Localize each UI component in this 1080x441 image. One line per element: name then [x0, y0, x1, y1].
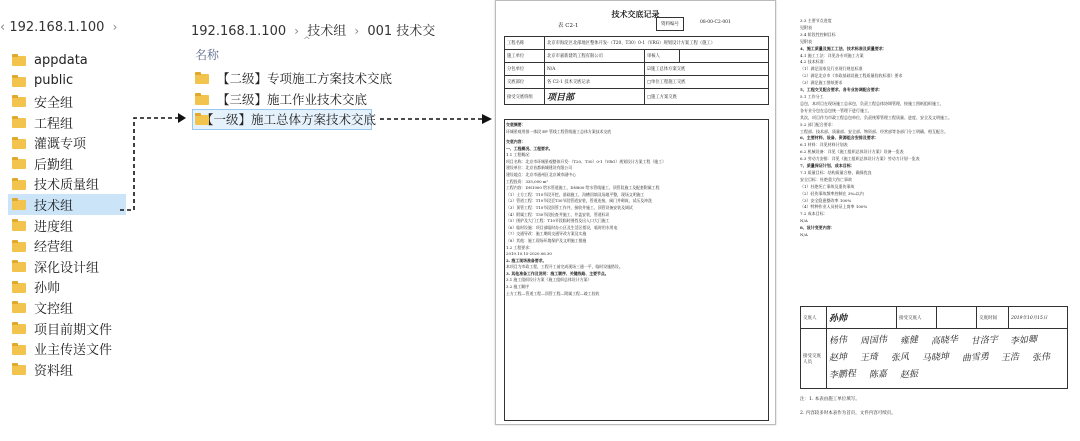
row-value	[545, 89, 645, 105]
folder-item[interactable]	[12, 71, 126, 92]
signature: 李如卿	[1010, 335, 1038, 347]
row-value	[680, 50, 769, 63]
body-line: 建设单位：北京首都新城建设有限公司	[506, 165, 573, 171]
breadcrumb-ip[interactable]: 192.168.1.100	[9, 20, 105, 35]
folder-item-selected[interactable]	[8, 194, 126, 215]
body-line: （1）满足国家及行业现行规范标准	[800, 66, 863, 72]
body-line: 项目名称：北京市环城景观整体开发-（T20、T30）0-1（VRG）规划设计方案工程（施工）	[506, 158, 666, 164]
signature: 甘洛宇	[970, 335, 998, 347]
document-page-2	[788, 0, 1080, 441]
body-line: （3）满足施工图纸要求	[800, 80, 843, 86]
document-title: 技术交底记录	[611, 9, 660, 19]
folder-item[interactable]	[12, 256, 126, 277]
document-page-1	[495, 0, 776, 425]
folder-list	[195, 68, 392, 130]
folder-icon	[195, 72, 211, 84]
body-line: （4）附属工程：T30节段检查井施工，井盖安装，管道标识	[506, 211, 610, 217]
body-line: 交底内容：	[506, 139, 526, 144]
body-line: 工程部、技术部、质量部、安全部、物资部、经营部等各部门分工明确、相互配合。	[800, 128, 948, 134]
body-line: 7、质量保证计划、成本目标：	[800, 163, 855, 169]
code-label: 资料编号	[656, 17, 684, 31]
signature: 张风	[890, 352, 910, 364]
sig-label: 交底人	[801, 307, 827, 329]
folder-item[interactable]	[12, 50, 126, 71]
folder-label: 项目前期文件	[34, 322, 113, 338]
breadcrumb-separator: ›	[354, 24, 360, 38]
row-value: 各 C2-1 技术交底记录	[545, 76, 645, 89]
folder-label: 安全组	[34, 95, 74, 111]
row-option: □单位工程施工交底	[645, 76, 769, 89]
document-notes	[800, 393, 896, 421]
folder-label: 业主传送文件	[34, 343, 113, 359]
folder-item[interactable]	[12, 338, 126, 359]
folder-label: appdata	[34, 52, 88, 68]
folder-icon	[12, 281, 28, 293]
folder-icon	[12, 116, 28, 128]
folder-icon	[12, 240, 28, 252]
receiver-signatures	[827, 329, 1068, 389]
folder-icon	[12, 157, 28, 169]
crumb-chevron-left: ‹	[0, 20, 6, 35]
sort-chevron-up-icon: ^	[303, 36, 311, 46]
breadcrumb-separator: ›	[294, 24, 300, 38]
body-line: （3）顶管工程：T10节段顶管工作井，接收井施工，顶管设备安装及调试	[506, 204, 633, 210]
folder-icon	[12, 75, 28, 87]
folder-label: 资料组	[34, 363, 74, 379]
body-line: 6.1 材料：详见材料计划表	[800, 142, 848, 148]
note-line: 2. 内容较多时本表作为首页，文件内容可续页。	[800, 411, 896, 416]
body-line: （2）管道工程：T10节段至T30节段管道安装，管道连接，阀门井砌筑，试压及冲洗	[506, 198, 652, 204]
folder-item[interactable]	[12, 174, 126, 195]
folder-icon	[12, 343, 28, 355]
dashed-arrow-2	[378, 112, 496, 126]
signature: 杨伟	[828, 335, 848, 347]
folder-item[interactable]	[12, 132, 126, 153]
body-line: 3.2 施工顺序	[506, 284, 529, 290]
breadcrumb[interactable]	[191, 20, 435, 39]
folder-label: 进度组	[34, 219, 74, 235]
folder-item[interactable]	[12, 91, 126, 112]
breadcrumb-ip[interactable]: 192.168.1.100	[191, 24, 287, 39]
body-line: 建设地点：北京市通州区北京城市副中心	[506, 171, 577, 177]
signature: 王琦	[859, 352, 879, 364]
body-line: 见附表	[800, 38, 812, 44]
form-table	[504, 36, 769, 105]
summary-text: 环城景观用排一体段 EP 管线工程管线施工总体方案技术交底	[506, 129, 612, 134]
body-line: N/A	[800, 232, 808, 238]
signature: 王浩	[1001, 352, 1020, 364]
row-value: 北京市海淀区北部地区整体开发-（T20、T30）0-1（VRG）规划设计方案工程（施工）	[545, 37, 769, 50]
left-explorer-pane	[0, 0, 130, 441]
body-line: 本项目为市政工程，工程开工前完成现场三通一平，临时设施搭设。	[506, 264, 623, 270]
body-line: 一、工程概况、工程要求。	[506, 145, 553, 151]
body-line: 6.2 机械设备：详见《施工组织总体设计方案》设备一览表	[800, 149, 904, 155]
signature: 赵振	[899, 369, 919, 381]
folder-list	[12, 50, 126, 380]
folder-icon	[12, 301, 28, 313]
folder-label: 【一级】施工总体方案技术交底	[201, 112, 377, 128]
breadcrumb-group[interactable]: 技术组	[307, 24, 347, 39]
body-line: （5）围护及大门工程：T10节段临时围挡及出入口大门施工	[506, 218, 610, 224]
signature: 陈嘉	[868, 369, 888, 381]
folder-item-selected[interactable]	[192, 109, 377, 130]
document-body	[506, 139, 768, 297]
body-line: （7）交通导改：施工期间交通导改方案及实施	[506, 231, 587, 237]
note-line: 注：1. 本表由施工单位填写。	[800, 397, 860, 402]
row-value: N/A	[545, 63, 645, 76]
signature: 雍健	[899, 335, 919, 347]
folder-label: 后勤组	[34, 157, 74, 173]
signature: 周国伟	[859, 335, 888, 347]
row-label: 审核人	[645, 50, 680, 63]
folder-label: 【三级】施工作业技术交底	[217, 91, 368, 107]
middle-explorer-pane	[183, 0, 436, 130]
body-line: 4.1 施工工法：详见各专项施工方案	[800, 52, 864, 58]
body-line: （8）其他：施工现场环境保护及文明施工措施	[506, 237, 587, 243]
body-line: （4）特种作业人员持证上岗率 100%	[800, 204, 868, 210]
folder-item[interactable]	[195, 68, 392, 89]
breadcrumb-separator: ›	[112, 20, 118, 34]
folder-item[interactable]	[12, 359, 126, 380]
folder-icon	[12, 260, 28, 272]
signature: 马晓坤	[921, 352, 949, 364]
body-line: 7.1 质量目标：结构质量合格，确保优良	[800, 169, 872, 175]
folder-item[interactable]	[12, 277, 126, 298]
folder-label: 技术组	[34, 198, 74, 214]
dashed-arrow-1	[118, 110, 188, 215]
folder-icon	[12, 322, 28, 334]
breadcrumb-folder[interactable]: 001 技术交	[367, 24, 436, 39]
folder-item[interactable]	[12, 112, 126, 133]
signature: 赵坤	[828, 352, 848, 364]
folder-label: public	[34, 73, 74, 89]
folder-icon	[12, 54, 28, 66]
body-line: 总包，本项目在现场施工总承包，负责工程总体协调管理，按施工图纸组织施工，	[800, 100, 944, 106]
body-line: 5.1 工作分工	[800, 93, 824, 99]
folder-label: 文控组	[34, 301, 74, 317]
body-line: 安全目标：杜绝重大伤亡事故	[800, 176, 852, 182]
body-line: 1.1 工程概况：	[506, 152, 533, 158]
code-value: 08-00-C2-001	[700, 20, 731, 25]
row-label: 分包单位	[505, 63, 545, 76]
body-line: 见附表	[800, 24, 812, 30]
body-line: 5、工程交叉配合要求、各专业协调配合要求：	[800, 87, 883, 93]
signature: 高晓华	[930, 335, 958, 347]
folder-item[interactable]	[12, 235, 126, 256]
folder-icon	[12, 198, 28, 210]
body-line: 4.2 技术标准：	[800, 59, 828, 65]
signature-table	[800, 306, 1068, 389]
folder-icon	[12, 95, 28, 107]
handwritten-team: 项目部	[547, 93, 575, 103]
folder-icon	[12, 219, 28, 231]
body-line: 3.3 主要节点进度	[800, 18, 832, 23]
folder-label: 技术质量组	[34, 178, 100, 194]
sig-label: 接受交底人	[897, 307, 937, 329]
body-line: 5.2 部门配合要求：	[800, 121, 836, 127]
body-line: 6.3 劳动力安排：详见《施工组织总体设计方案》劳动力计划一览表	[800, 156, 920, 162]
body-line: 3.4 阶段性控制目标	[800, 31, 836, 37]
body-line: 3. 其他准备工作及说明：施工顺序、关键线路、主要节点。	[506, 270, 609, 276]
body-line: （2）满足北京市《市政基础设施工程质量验收标准》要求	[800, 73, 903, 79]
body-line: 4、施工质量及施工工法、技术标准及质量要求：	[800, 45, 887, 51]
body-line: （3）安全隐患整改率 100%	[800, 197, 852, 203]
folder-item[interactable]	[12, 215, 126, 236]
signature: 李鹏程	[828, 369, 857, 381]
folder-icon	[12, 137, 28, 149]
body-line: （1）土方工程：T10节段开挖，基础施工，沟槽回填及场地平整，现场文明施工	[506, 191, 645, 197]
row-option: ☑施工总体方案交底	[645, 63, 769, 76]
folder-icon	[12, 178, 28, 190]
folder-label: 深化设计组	[34, 260, 100, 276]
row-label: 接受交底班组	[505, 89, 545, 105]
row-label: 工程名称	[505, 37, 545, 50]
folder-label: 经营组	[34, 240, 74, 256]
summary-title: 交底摘要：	[506, 122, 526, 127]
folder-item[interactable]	[12, 318, 126, 339]
folder-icon	[12, 363, 28, 375]
folder-label: 灌溉专项	[34, 137, 87, 153]
folder-item[interactable]	[12, 297, 126, 318]
sig-label: 接受交底人员	[801, 329, 827, 389]
body-line: 6、主要材料、设备、资源组合安排及要求：	[800, 135, 879, 141]
signature: 曲雪勇	[961, 352, 989, 364]
folder-item[interactable]	[195, 89, 392, 110]
body-line: 1.2 工程要求：	[506, 244, 533, 250]
folder-label: 孙帅	[34, 281, 61, 297]
signature: 张伟	[1031, 352, 1051, 364]
breadcrumb[interactable]	[0, 20, 121, 35]
body-line: 各专业分包在总包统一管理下进行施工，	[800, 107, 872, 113]
sig-value	[937, 307, 977, 329]
body-line: （6）临时设施：项目部临时办公区及生活区搭设，临时用水用电	[506, 224, 618, 230]
body-line: 其次，项目作为市政工程总包单位，负责统筹管理工程质量、进度、安全及文明施工。	[800, 114, 952, 120]
body-line: N/A	[800, 218, 808, 224]
sig-label: 交底时间	[977, 307, 1009, 329]
folder-label: 【二级】专项施工方案技术交底	[217, 71, 393, 87]
document-body	[800, 18, 1068, 239]
body-line: （1）杜绝死亡事故及重伤事故	[800, 183, 855, 189]
body-line: 7.2 成本目标：	[800, 211, 828, 217]
row-label: 交底部位	[505, 76, 545, 89]
body-line: 3.1 施工组织设计方案《施工组织总体设计方案》	[506, 277, 592, 283]
folder-label: 工程组	[34, 116, 74, 132]
body-line: 2019.10.15-2020.06.30	[506, 251, 552, 257]
body-line: 2. 施工现场准备要求。	[506, 257, 547, 263]
body-line: （2）轻伤事故频率控制在 3‰以内	[800, 190, 864, 196]
body-line: 工程内容：DN1000 给水管道施工，DN800 给水管线施工，顶管段施工及配套附属工程	[506, 185, 660, 191]
folder-item[interactable]	[12, 153, 126, 174]
row-value: 北京市嘉新建筑工程有限公司	[545, 50, 645, 63]
folder-icon	[195, 93, 211, 105]
column-header-name[interactable]: 名称	[195, 48, 220, 62]
body-line: 工程投资：335,000 m²	[506, 178, 549, 184]
presenter-signature: 孙帅	[827, 307, 897, 329]
row-option: □施工方案交底	[645, 89, 769, 105]
sig-date: 2019年10月15日	[1009, 307, 1068, 329]
row-label: 施工单位	[505, 50, 545, 63]
body-line: 8、设计变更内容：	[800, 225, 835, 231]
document-subtitle: 表 C2-1	[558, 23, 579, 29]
body-line: 土方工程—管道工程—顶管工程—附属工程—竣工验收	[506, 290, 600, 296]
